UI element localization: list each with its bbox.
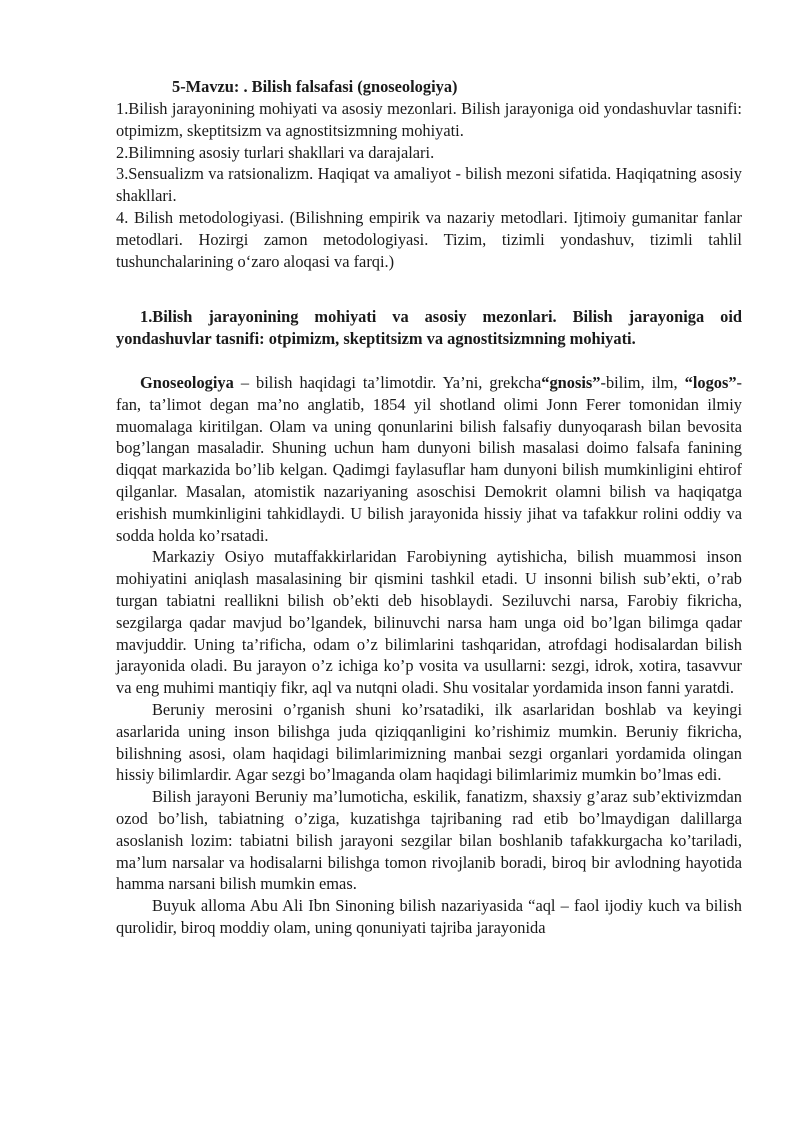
topic-plan [116,98,742,272]
body-paragraph: Beruniy merosini o’rganish shuni ko’rsatadiki, ilk asarlaridan boshlab va keyingi asarlarida uning inson bilishga juda qiziqqanligini ko’rishimiz mumkin. Beruniy fikricha, bilishning asosi, olam haqidagi bilimlarimizning manbai sezgi organlari yordamida olingan hissiy bilimlardir. Agar sezgi bo’lmaganda olam haqidagi bilimlarimiz mumkin bo’lmas edi. [116,699,742,785]
topic-title: Bilish falsafasi (gnoseologiya) [251,77,458,96]
plan-item: 4. Bilish metodologiyasi. (Bilishning empirik va nazariy metodlari. Ijtimoiy gumanitar fanlar metodlari. Hozirgi zamon metodologiyasi. Tizim, tizimli yondashuv, tizimli tahlil tushunchalarining o‘zaro aloqasi va farqi.) [116,207,742,271]
term-gnoseologiya: Gnoseologiya [140,373,234,392]
section-heading: 1.Bilish jarayonining mohiyati va asosiy mezonlari. Bilish jarayoniga oid yondashuvlar tasnifi: otpimizm, skeptitsizm va agnostitsizmning mohiyati. [116,307,742,348]
section-body [116,372,742,939]
topic-title-line [172,76,457,98]
body-paragraph: Bilish jarayoni Beruniy ma’lumoticha, eskilik, fanatizm, shaxsiy g’araz sub’ektivizmdan ozod bo’lish, tabiatning o’ziga, kuzatishga tajribaning rad etib bo’lmaydigan dalillarga asoslanish lozim: tabiatni bilish jarayoni sezgilar bilan boshlanib tafakkurgacha ko’tariladi, ma’lum narsalar va hodisalarni bilishga tomon rivojlanib boradi, biroq bir avlodning hayotida hamma narsani bilish mumkin emas. [116,787,742,894]
plan-item: 1.Bilish jarayonining mohiyati va asosiy mezonlari. Bilish jarayoniga oid yondashuvlar tasnifi: otpimizm, skeptitsizm va agnostitsizmning mohiyati. [116,99,742,140]
topic-label: 5-Mavzu: . [172,77,252,96]
plan-item: 3.Sensualizm va ratsionalizm. Haqiqat va amaliyot - bilish mezoni sifatida. Haqiqatning asosiy shakllari. [116,164,742,206]
greek-term-gnosis: “gnosis” [541,373,601,392]
body-paragraph: Markaziy Osiyo mutaffakkirlaridan Farobiyning aytishicha, bilish muammosi inson mohiyatini aniqlash masalasining bir qismini tashkil etadi. U insonni bilish sub’ekti, o’rab turgan tabiatni reallikni bilish ob’ekti deb hisoblaydi. Seziluvchi narsa, Farobiy fikricha, sezgilarga qadar mavjud bo’lgandek, bilinuvchi narsa ham unga oid bo’lgan bilimga qadar mavjuddir. Uning ta’rificha, odam o’z bilimlarini tashqaridan, atrofdagi hodisalardan bilish jarayonida oladi. Bu jarayon o’z ichiga ko’p vosita va usullarni: sezgi, idrok, xotira, tasavvur va eng muhimi mantiqiy fikr, aql va nutqni oladi. Shu vositalar yordamida inson fanni yaratdi. [116,547,742,698]
body-paragraph: Buyuk alloma Abu Ali Ibn Sinoning bilish nazariyasida “aql – faol ijodiy kuch va bilish qurolidir, biroq moddiy olam, uning qonuniyati tajriba jarayonida [116,896,742,937]
intro-paragraph: Gnoseologiya – bilish haqidagi ta’limotdir. Ya’ni, grekcha“gnosis”-bilim, ilm, “logos”-fan, ta’limot degan ma’no anglatib, 1854 yil shotland olimi Jonn Ferer tomonidan ilmiy muomalaga kiritilgan. Olam va uning qonunlarini bilish falsafiy dunyoqarash bilan bevosita bog’langan masaladir. Shuning uchun ham dunyoni bilish masalasi doimo falsafa fanining diqqat markazida bo’lib kelgan. Qadimgi faylasuflar ham dunyoni bilish mumkinligini ehtirof qilganlar. Masalan, atomistik nazariyaning asoschisi Demokrit olamni bilish va haqiqatga erishish mumkinligini tahkidlaydi. U bilish jarayonida hissiy jihat va tafakkur rolini oddiy va sodda holda ko’rsatadi. [116,373,743,545]
greek-term-logos: “logos” [684,373,737,392]
plan-item: 2.Bilimning asosiy turlari shakllari va darajalari. [116,142,435,162]
